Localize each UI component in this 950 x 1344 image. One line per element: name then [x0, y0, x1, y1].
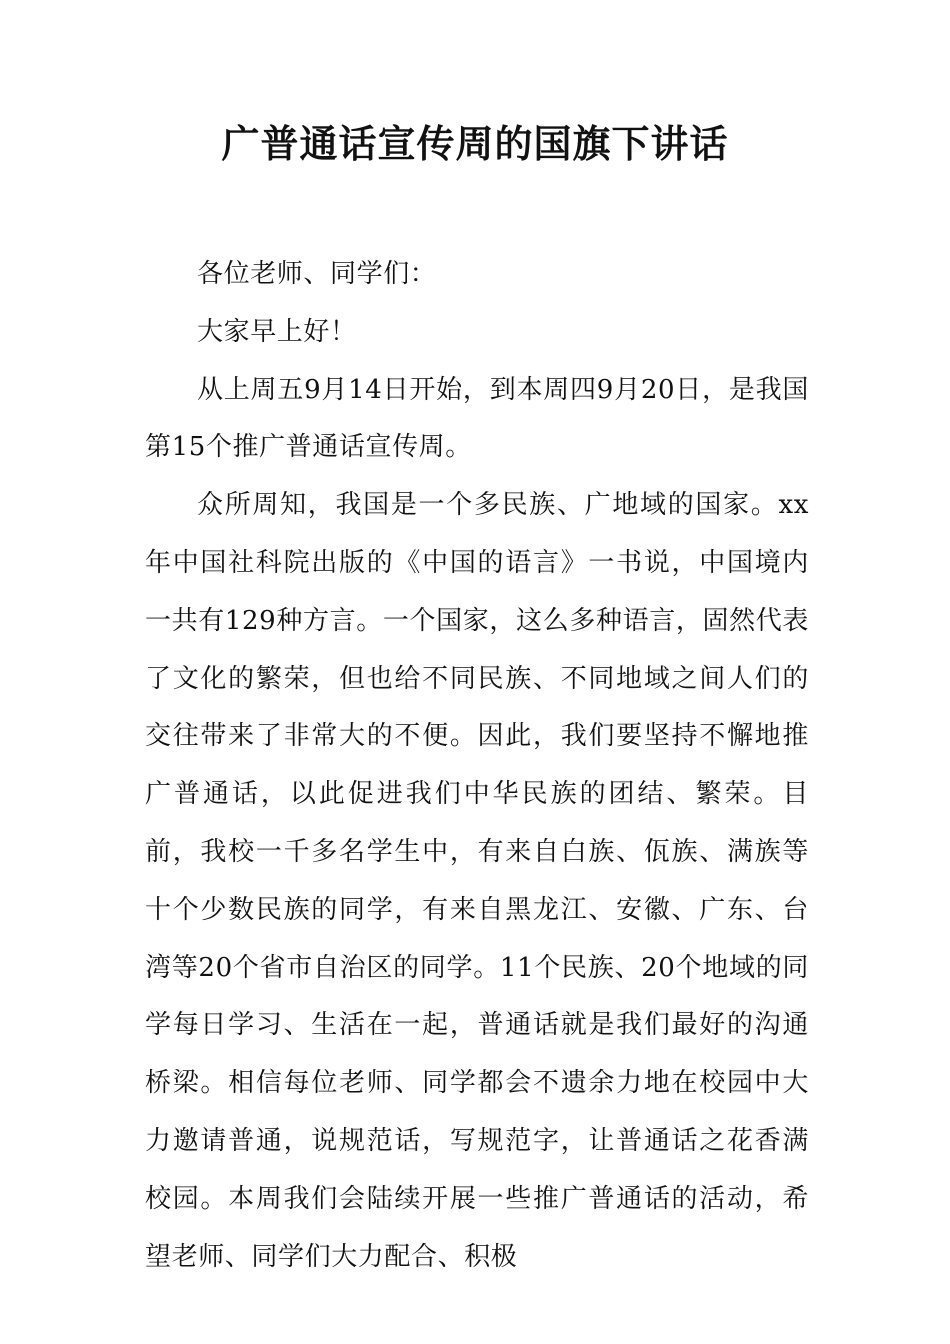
document-title: 广普通话宣传周的国旗下讲话 [221, 122, 729, 166]
body-paragraph: 众所周知，我国是一个多民族、广地域的国家。xx年中国社科院出版的《中国的语言》一书说，中国境内一共有129种方言。一个国家，这么多种语言，固然代表了文化的繁荣，但也给不同民族、不同地域之间人们的交往带来了非常大的不便。因此，我们要坚持不懈地推广普通话，以此促进我们中华民族的团结、繁荣。目前，我校一千多名学生中，有来自白族、佤族、满族等十个少数民族的同学，有来自黑龙江、安徽、广东、台湾等20个省市自治区的同学。11个民族、20个地域的同学每日学习、生活在一起，普通话就是我们最好的沟通桥梁。相信每位老师、同学都会不遗余力地在校园中大力邀请普通，说规范话，写规范字，让普通话之花香满校园。本周我们会陆续开展一些推广普通话的活动，希望老师、同学们大力配合、积极 [145, 490, 809, 1272]
document-body [145, 246, 809, 1286]
body-paragraph: 从上周五9月14日开始，到本周四9月20日，是我国第15个推广普通话宣传周。 [145, 374, 809, 463]
salutation-paragraph: 各位老师、同学们： [197, 259, 437, 289]
greeting-paragraph: 大家早上好！ [197, 316, 357, 347]
